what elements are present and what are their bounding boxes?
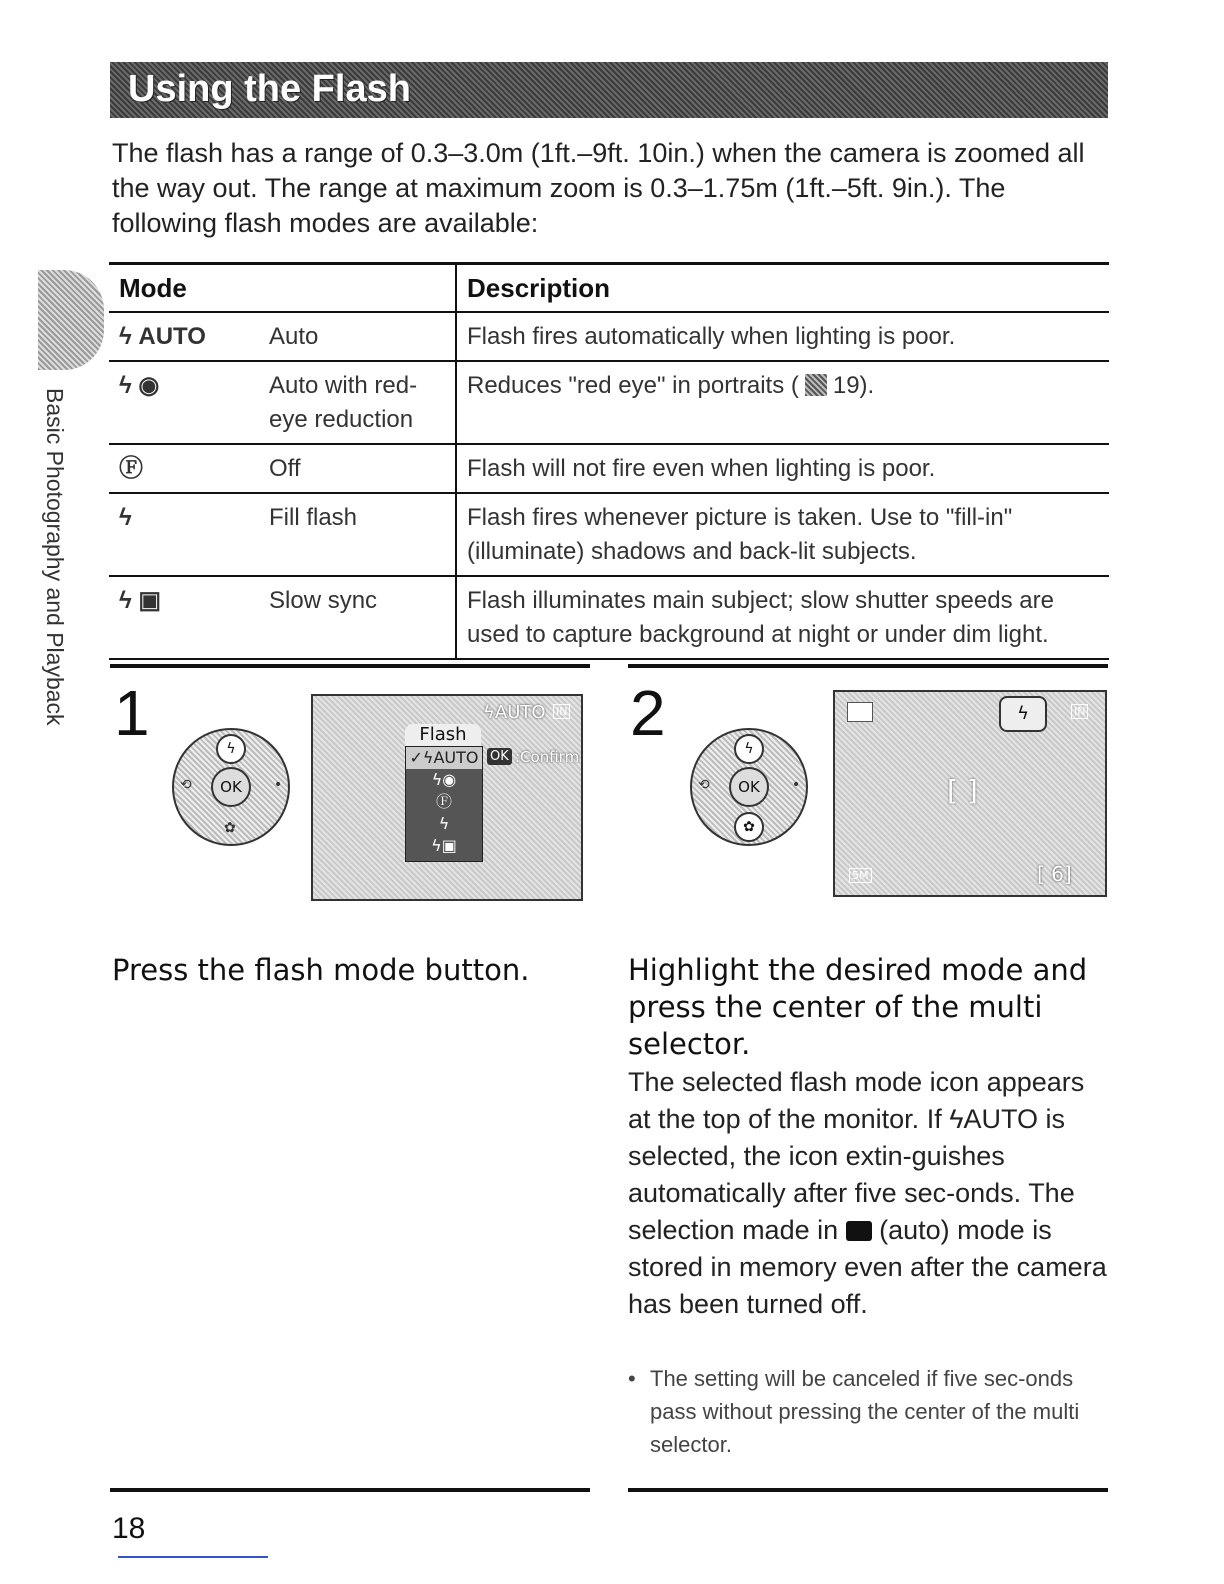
step2-bottom-rule xyxy=(628,1488,1108,1492)
exposures-remaining: [ 6] xyxy=(1037,862,1072,886)
flash-button: ϟ xyxy=(216,734,246,764)
memory-icon: IN xyxy=(553,704,570,719)
confirm-hint: :Confirm xyxy=(515,748,580,766)
step1-heading: Press the flash mode button. xyxy=(112,953,530,987)
table-row xyxy=(109,444,1109,493)
self-timer-icon: ⟲ xyxy=(698,777,710,793)
page-title: Using the Flash xyxy=(128,68,411,110)
page-reference: 19). xyxy=(832,372,875,399)
flash-auto-indicator: ϟAUTO xyxy=(483,702,546,723)
exposure-icon: • xyxy=(792,777,801,793)
mode-name: Off xyxy=(259,444,456,493)
image-size-icon: 5M xyxy=(849,868,872,883)
table-row xyxy=(109,312,1109,361)
exposure-icon: • xyxy=(274,777,283,793)
bullet-text: The setting will be canceled if five sec-onds pass without pressing the center of the multi selector. xyxy=(650,1366,1080,1457)
mode-name: Auto xyxy=(259,312,456,361)
step2-body xyxy=(628,1064,1108,1323)
mode-name: Auto with red-eye reduction xyxy=(259,361,456,444)
self-timer-icon: ⟲ xyxy=(180,777,192,793)
flash-redeye-icon: ϟ ◉ xyxy=(109,361,259,444)
menu-item-fill[interactable]: ϟ xyxy=(438,814,450,833)
description-header: Description xyxy=(456,264,1109,313)
flash-auto-icon: ϟ AUTO xyxy=(109,312,259,361)
section-tab xyxy=(38,270,104,370)
focus-brackets: [ ] xyxy=(947,774,978,807)
intro-paragraph: The flash has a range of 0.3–3.0m (1ft.–9ft. 10in.) when the camera is zoomed all the way out. The range at maximum zoom is 0.3–1.75m (1ft.–5ft. 9in.). The following flash modes are available: xyxy=(112,138,1085,238)
multi-selector xyxy=(172,728,290,846)
camera-monitor xyxy=(311,694,583,901)
flash-auto-icon: ϟAUTO xyxy=(949,1104,1039,1134)
flash-menu xyxy=(405,746,483,862)
link-underline xyxy=(118,1556,268,1558)
step1-top-rule xyxy=(110,664,590,668)
mode-name: Slow sync xyxy=(259,576,456,659)
step1-bottom-rule xyxy=(110,1488,590,1492)
description-text: Reduces "red eye" in portraits ( xyxy=(467,372,799,399)
table-row xyxy=(109,361,1109,444)
body-text: is selected, the icon extin-guishes automatically after five sec-onds. The selection made in xyxy=(628,1104,1075,1245)
table-row xyxy=(109,493,1109,576)
menu-item-auto[interactable]: ✓ϟAUTO xyxy=(406,747,482,769)
body-text: The selected flash mode icon appears at the top of the monitor. If xyxy=(628,1067,1085,1134)
menu-item-off[interactable]: Ⓕ xyxy=(435,792,452,811)
mode-description: Flash fires whenever picture is taken. Use to "fill-in" (illuminate) shadows and back-lit subjects. xyxy=(456,493,1109,576)
memory-icon: IN xyxy=(1071,704,1088,719)
camera-mode-icon xyxy=(847,702,873,722)
step2-number: 2 xyxy=(630,677,666,749)
portrait-icon xyxy=(805,374,827,396)
mode-description: Flash fires automatically when lighting is poor. xyxy=(456,312,1109,361)
table-row xyxy=(109,576,1109,659)
mode-description xyxy=(456,361,1109,444)
ok-icon: OK xyxy=(487,748,512,765)
mode-description: Flash will not fire even when lighting is poor. xyxy=(456,444,1109,493)
menu-title: Flash xyxy=(405,724,481,746)
flash-modes-table xyxy=(109,262,1109,660)
mode-name: Fill flash xyxy=(259,493,456,576)
flash-off-icon: Ⓕ xyxy=(109,444,259,493)
step2-top-rule xyxy=(628,664,1108,668)
ok-button: OK xyxy=(211,767,251,807)
fill-flash-icon: ϟ xyxy=(109,493,259,576)
page-number: 18 xyxy=(112,1512,146,1545)
menu-item-redeye[interactable]: ϟ◉ xyxy=(431,770,457,789)
body-text: (auto) mode is stored in memory even after the camera has been turned off. xyxy=(628,1215,1107,1319)
title-banner xyxy=(110,62,1108,118)
flash-mode-indicator: ϟ xyxy=(999,696,1047,732)
camera-icon xyxy=(846,1221,872,1241)
menu-item-slow-sync[interactable]: ϟ▣ xyxy=(431,836,457,855)
macro-icon: ✿ xyxy=(734,812,764,842)
ok-button: OK xyxy=(729,767,769,807)
table-header-row xyxy=(109,264,1109,313)
camera-monitor xyxy=(833,690,1107,897)
mode-description: Flash illuminates main subject; slow shutter speeds are used to capture background at night or under dim light. xyxy=(456,576,1109,659)
multi-selector xyxy=(690,728,808,846)
bullet-dot: • xyxy=(628,1366,636,1391)
mode-header: Mode xyxy=(109,264,456,313)
macro-icon: ✿ xyxy=(224,820,236,836)
note-bullet xyxy=(628,1362,1120,1461)
step1-number: 1 xyxy=(114,677,150,749)
slow-sync-icon: ϟ ▣ xyxy=(109,576,259,659)
flash-button: ϟ xyxy=(734,734,764,764)
step2-heading: Highlight the desired mode and press the center of the multi selector. xyxy=(628,953,1088,1061)
section-tab-label: Basic Photography and Playback xyxy=(42,388,68,726)
